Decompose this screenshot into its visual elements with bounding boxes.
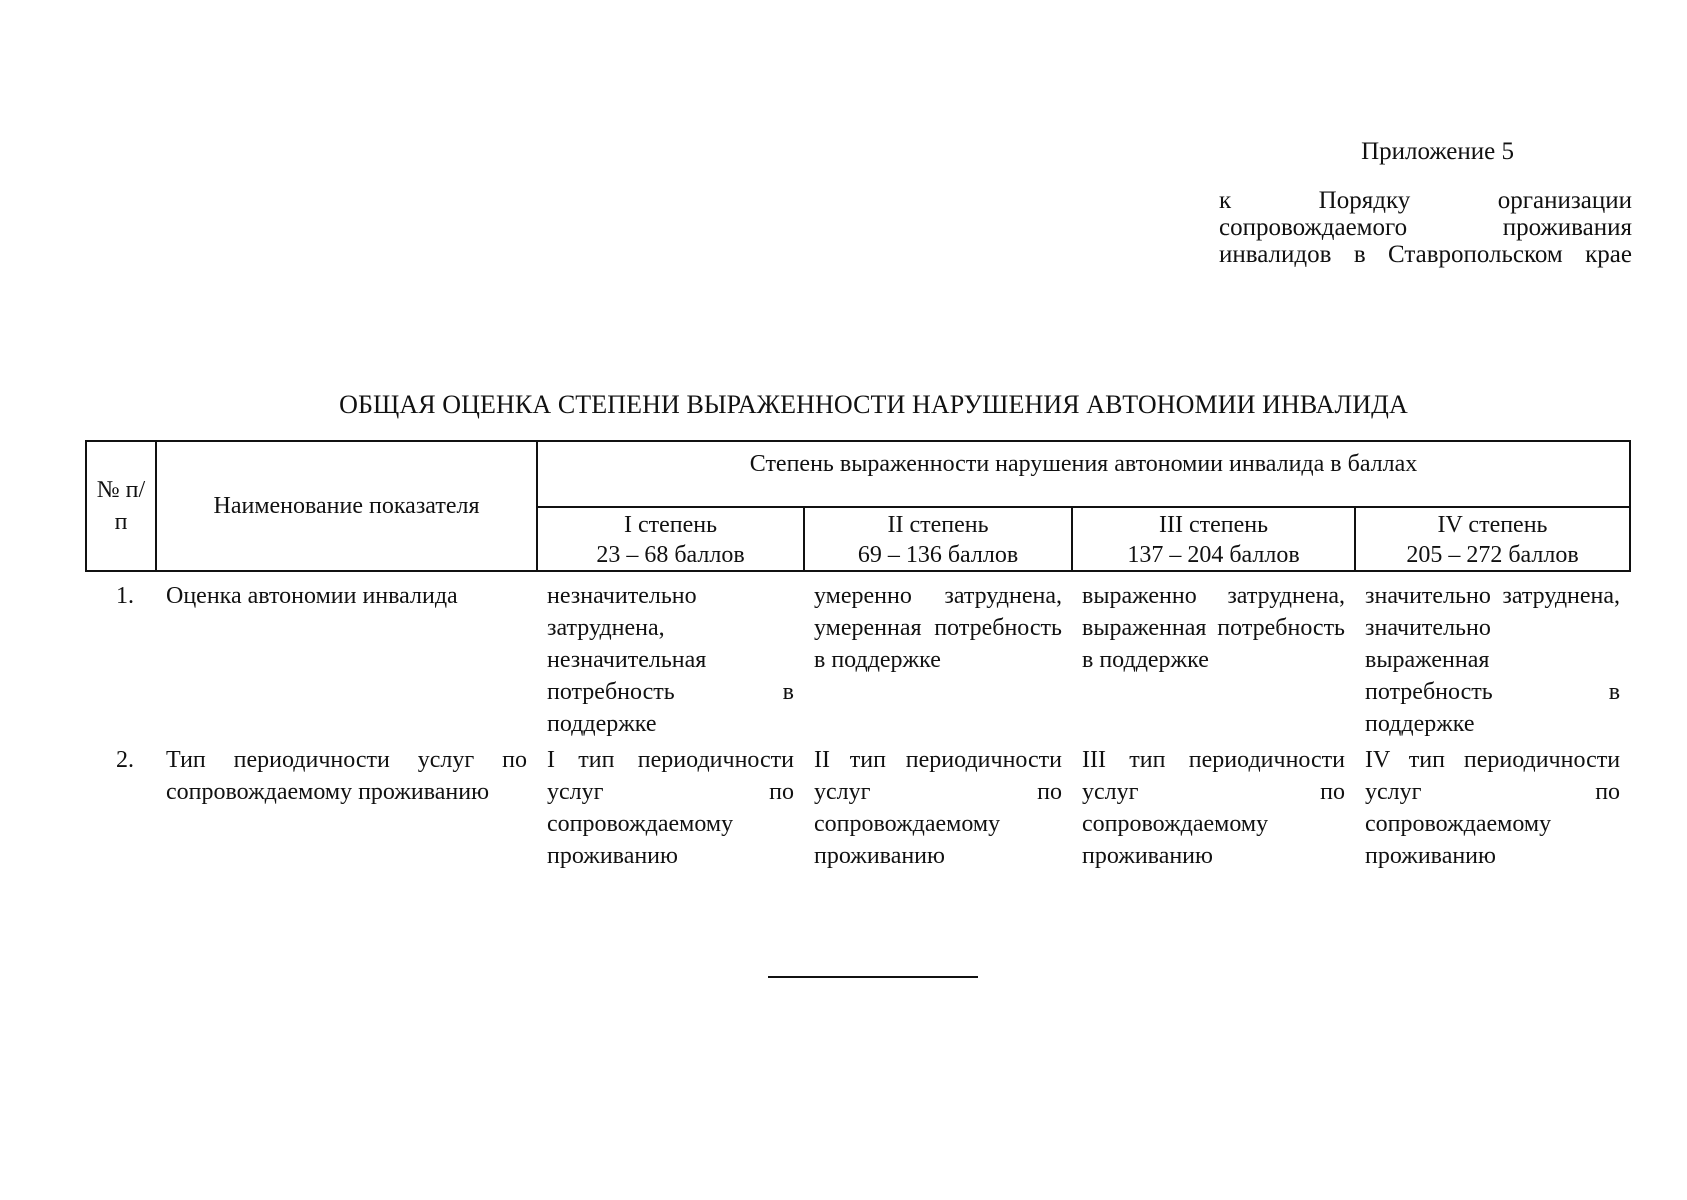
row-1-degree-3: выраженно затруднена, выраженная потребность в поддержке [1082,583,1345,673]
appendix-reference-line-1: к Порядку организации [1219,187,1632,214]
autonomy-assessment-table [85,440,1631,872]
appendix-block [1219,138,1632,268]
row-1-degree-4: значительно затруднена, значительно выраженная потребность в поддержке [1365,583,1621,737]
header-degree-group: Степень выраженности нарушения автономии инвалида в баллах [537,441,1630,507]
header-degree-1 [537,507,804,571]
row-1-degree-2: умеренно затруднена, умеренная потребность в поддержке [814,583,1062,673]
row-2-degree-2: II тип периодичности услуг по сопровождаемому проживанию [814,747,1062,869]
header-number: № п/п [86,441,156,571]
degree-3-name: III степень [1158,512,1269,538]
row-1-indicator: Оценка автономии инвалида [166,583,458,609]
degree-2-name: II степень [887,512,989,538]
table-row [86,571,1630,740]
row-2-degree-3: III тип периодичности услуг по сопровождаемому проживанию [1082,747,1345,869]
table-row [86,740,1630,872]
header-indicator-name: Наименование показателя [156,441,537,571]
degree-4-name: IV степень [1437,512,1548,538]
closing-rule [768,976,978,978]
degree-2-range: 69 – 136 баллов [857,542,1019,568]
header-degree-4 [1355,507,1630,571]
row-2-degree-4: IV тип периодичности услуг по сопровождаемому проживанию [1365,747,1621,869]
appendix-reference-line-3: инвалидов в Ставропольском крае [1219,241,1632,268]
header-degree-3 [1072,507,1355,571]
header-degree-2 [804,507,1072,571]
table-header-row [86,441,1630,507]
row-2-number: 2. [116,747,134,773]
degree-1-name: I степень [623,512,718,538]
degree-1-range: 23 – 68 баллов [596,542,745,568]
document-title: ОБЩАЯ ОЦЕНКА СТЕПЕНИ ВЫРАЖЕННОСТИ НАРУШЕНИЯ АВТОНОМИИ ИНВАЛИДА [339,390,1408,419]
appendix-reference [1219,187,1632,268]
degree-3-range: 137 – 204 баллов [1127,542,1300,568]
row-2-indicator: Тип периодичности услуг по сопровождаемому проживанию [166,747,527,805]
appendix-label: Приложение 5 [1361,138,1514,165]
degree-4-range: 205 – 272 баллов [1406,542,1579,568]
appendix-reference-line-2: сопровождаемого проживания [1219,214,1632,241]
row-1-number: 1. [116,583,134,609]
row-1-degree-1: незначительно затруднена, незначительная потребность в поддержке [547,583,794,737]
row-2-degree-1: I тип периодичности услуг по сопровождаемому проживанию [547,747,794,869]
